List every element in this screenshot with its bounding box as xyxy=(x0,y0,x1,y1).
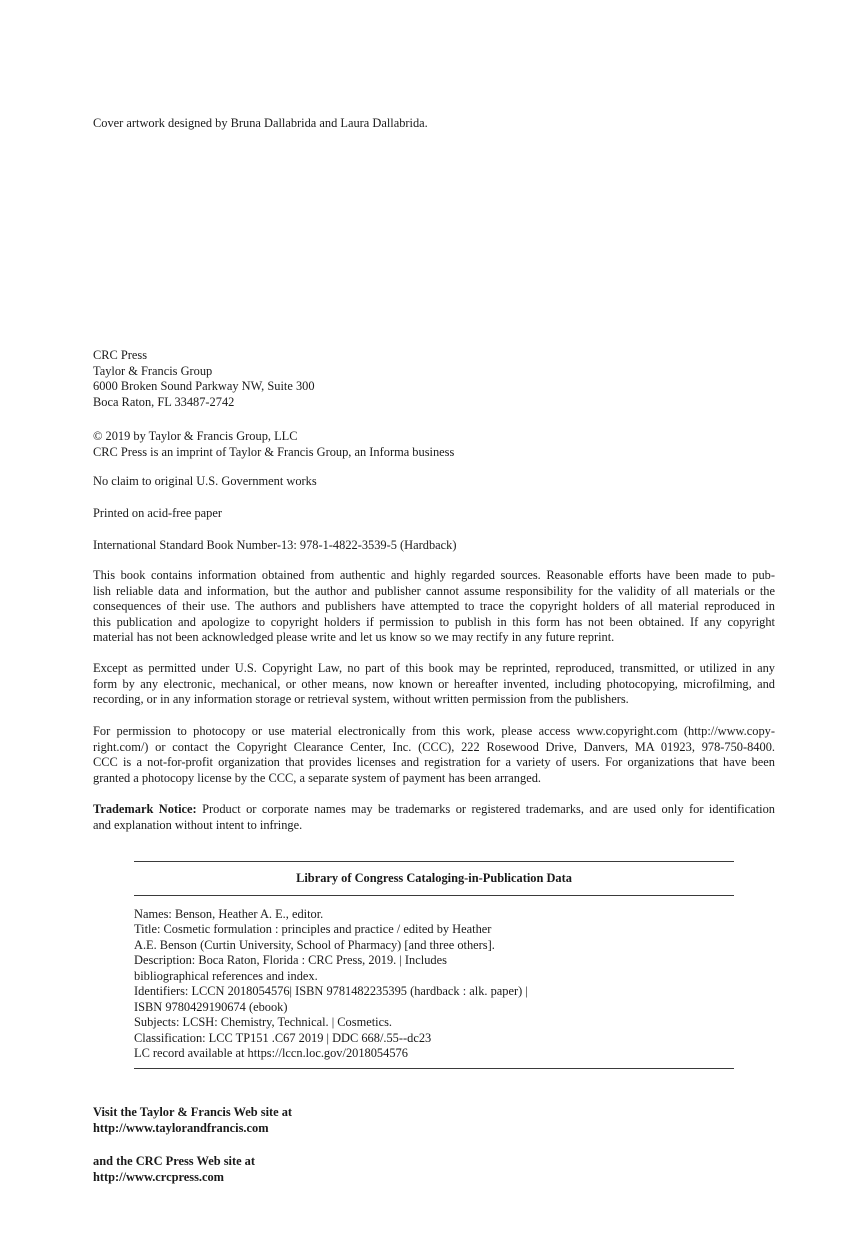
tf-website-notice xyxy=(93,1105,775,1136)
no-claim-text: No claim to original U.S. Government works xyxy=(93,474,317,488)
divider xyxy=(134,1068,734,1069)
paragraph-line: Except as permitted under U.S. Copyright Law, no part of this book may be reprinted, reproduced, transmitted, or utilized in any xyxy=(93,661,775,675)
isbn-text: International Standard Book Number-13: 978-1-4822-3539-5 (Hardback) xyxy=(93,538,457,552)
copyright-line: © 2019 by Taylor & Francis Group, LLC xyxy=(93,429,298,443)
crc-website-label: and the CRC Press Web site at xyxy=(93,1154,255,1168)
cip-line: Names: Benson, Heather A. E., editor. xyxy=(134,906,324,921)
paragraph-line: recording, or in any information storage or retrieval system, without written permission from the publishers. xyxy=(93,692,629,707)
trademark-text: Product or corporate names may be trademarks or registered trademarks, and are used only for identification xyxy=(196,802,775,816)
paragraph-line: material has not been acknowledged please write and let us know so we may rectify in any future reprint. xyxy=(93,630,615,645)
permission-paragraph xyxy=(93,724,775,786)
no-claim-notice xyxy=(93,474,775,490)
disclaimer-paragraph xyxy=(93,568,775,646)
cip-line: LC record available at https://lccn.loc.gov/2018054576 xyxy=(134,1046,408,1061)
paper-notice-text: Printed on acid-free paper xyxy=(93,506,223,520)
cip-title: Library of Congress Cataloging-in-Publication Data xyxy=(296,871,572,885)
cip-line: ISBN 9780429190674 (ebook) xyxy=(134,999,288,1014)
publisher-street: 6000 Broken Sound Parkway NW, Suite 300 xyxy=(93,379,315,394)
trademark-label: Trademark Notice: xyxy=(93,802,197,816)
imprint-line: CRC Press is an imprint of Taylor & Francis Group, an Informa business xyxy=(93,444,455,459)
paragraph-line: CCC is a not-for-profit organization that provides licenses and registration for a variety of users. For organizations that have been xyxy=(93,755,775,770)
cover-credit-text: Cover artwork designed by Bruna Dallabrida and Laura Dallabrida. xyxy=(93,116,428,130)
trademark-notice xyxy=(93,802,775,833)
cip-data-box xyxy=(134,861,734,1069)
cip-line: A.E. Benson (Curtin University, School of Pharmacy) [and three others]. xyxy=(134,937,495,952)
copyright-notice xyxy=(93,429,775,460)
paragraph-line: consequences of their use. The authors and publishers have attempted to trace the copyright holders of all material reproduced in xyxy=(93,599,775,614)
paragraph-line: granted a photocopy license by the CCC, a separate system of payment has been arranged. xyxy=(93,770,541,785)
cip-line: Identifiers: LCCN 2018054576| ISBN 9781482235395 (hardback : alk. paper) | xyxy=(134,984,528,999)
paragraph-line xyxy=(93,802,775,818)
publisher-name: CRC Press xyxy=(93,348,148,362)
cip-line: Title: Cosmetic formulation : principles and practice / edited by Heather xyxy=(134,922,492,937)
paragraph-line: this publication and apologize to copyright holders if permission to publish in this form has not been obtained. If any copyright xyxy=(93,614,775,629)
crc-website-url: http://www.crcpress.com xyxy=(93,1169,225,1184)
reproduction-paragraph xyxy=(93,661,775,708)
paragraph-line: This book contains information obtained from authentic and highly regarded sources. Reasonable efforts have been made to pub- xyxy=(93,568,775,582)
cip-line: Classification: LCC TP151 .C67 2019 | DDC 668/.55--dc23 xyxy=(134,1030,432,1045)
paragraph-line: and explanation without intent to infringe. xyxy=(93,817,303,832)
crc-website-notice xyxy=(93,1154,775,1185)
publisher-group: Taylor & Francis Group xyxy=(93,363,213,378)
cip-record xyxy=(134,896,734,1068)
cover-credit xyxy=(93,116,775,132)
publisher-address xyxy=(93,348,775,410)
paragraph-line: lish reliable data and information, but the author and publisher cannot assume responsibility for the validity of all materials or the xyxy=(93,583,775,598)
cip-line: bibliographical references and index. xyxy=(134,968,318,983)
tf-website-url: http://www.taylorandfrancis.com xyxy=(93,1120,269,1135)
paragraph-line: right.com/) or contact the Copyright Clearance Center, Inc. (CCC), 222 Rosewood Drive, Danvers, MA 01923, 978-750-8400. xyxy=(93,739,775,754)
paper-notice xyxy=(93,506,775,522)
tf-website-label: Visit the Taylor & Francis Web site at xyxy=(93,1105,293,1119)
paragraph-line: For permission to photocopy or use material electronically from this work, please access www.copyright.com (http://www.copy- xyxy=(93,724,775,738)
paragraph-line: form by any electronic, mechanical, or other means, now known or hereafter invented, including photocopying, microfilming, and xyxy=(93,676,775,691)
cip-line: Subjects: LCSH: Chemistry, Technical. | Cosmetics. xyxy=(134,1015,393,1030)
publisher-city: Boca Raton, FL 33487-2742 xyxy=(93,394,235,409)
cip-line: Description: Boca Raton, Florida : CRC Press, 2019. | Includes xyxy=(134,953,447,968)
isbn-notice xyxy=(93,538,775,554)
